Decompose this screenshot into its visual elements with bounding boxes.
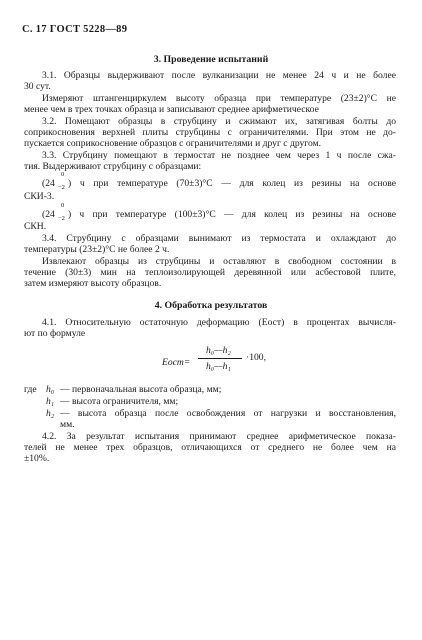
condition-2-time: (24 bbox=[42, 209, 55, 220]
formula-tail: ·100, bbox=[246, 352, 266, 363]
condition-2-rubber: СКН. bbox=[24, 221, 47, 232]
para-3-2-line-3: пускается соприкосновение образцов с ограничителями и друг с другом. bbox=[24, 138, 322, 149]
formula-denominator: h₀—h₁ bbox=[206, 361, 231, 372]
formula-numerator: h₀—h₂ bbox=[206, 345, 231, 356]
para-remove-line-1: Извлекают образцы из струбцины и оставляют в свободном состоянии в bbox=[42, 256, 396, 267]
def-2-symbol: h₁ bbox=[46, 396, 55, 407]
para-3-4-line-2: температуры (23±2)°С не более 2 ч. bbox=[24, 244, 170, 255]
para-3-1-line-2: 30 сут. bbox=[24, 81, 51, 92]
para-3-3-line-2: тия. Выдерживают струбцину с образцами: bbox=[24, 161, 202, 172]
def-3-symbol: h₂ bbox=[46, 408, 55, 419]
para-4-2-line-3: ±10%. bbox=[24, 453, 50, 464]
condition-1-text: ) ч при температуре (70±3)°С — для колец из резины на основе bbox=[68, 178, 396, 189]
condition-2-tolerance-lower: −2 bbox=[58, 215, 65, 222]
formula-fraction-bar bbox=[198, 358, 242, 359]
para-measure-line-2: менее чем в трех точках образца и записывают среднее арифметическое bbox=[24, 104, 319, 115]
condition-2-text: ) ч при температуре (100±3)°С — для колец из резины на основе bbox=[68, 209, 396, 220]
para-remove-line-3: затем измеряют высоту образцов. bbox=[24, 278, 162, 289]
condition-1-tolerance-lower: −2 bbox=[58, 184, 65, 191]
para-4-1-line-1: 4.1. Относительную остаточную деформацию (Eост) в процентах вычисля- bbox=[42, 317, 396, 328]
para-4-2-line-1: 4.2. За результат испытания принимают среднее арифметическое показа- bbox=[42, 431, 396, 442]
para-measure-line-1: Измеряют штангенциркулем высоту образца при температуре (23±2)°С не bbox=[42, 93, 396, 104]
where-label: где bbox=[24, 384, 37, 395]
para-3-4-line-1: 3.4. Струбцину с образцами вынимают из термостата и охлаждают до bbox=[42, 233, 396, 244]
def-3-tail: мм. bbox=[60, 419, 75, 430]
condition-1-rubber: СКИ-3. bbox=[24, 191, 55, 202]
condition-1-tolerance-upper: 0 bbox=[61, 171, 65, 178]
def-1-symbol: h₀ bbox=[46, 384, 55, 395]
para-3-2-line-2: соприкосновения верхней плиты струбцины с ограничителями. При этом не до- bbox=[24, 127, 396, 138]
section-4-title: 4. Обработка результатов bbox=[154, 300, 268, 311]
section-3-title: 3. Проведение испытаний bbox=[153, 54, 269, 65]
formula-lhs: Eост= bbox=[162, 357, 191, 368]
def-3-text: — высота образца после освобождения от нагрузки и восстановления, bbox=[60, 408, 396, 419]
para-3-3-line-1: 3.3. Струбцину помещают в термостат не позднее чем через 1 ч после сжа- bbox=[42, 150, 396, 161]
page-header: С. 17 ГОСТ 5228—89 bbox=[22, 24, 128, 35]
para-3-1-line-1: 3.1. Образцы выдерживают после вулканизации не менее 24 ч и не более bbox=[42, 70, 396, 81]
condition-2-tolerance-upper: 0 bbox=[61, 202, 65, 209]
condition-1-time: (24 bbox=[42, 178, 55, 189]
para-3-2-line-1: 3.2. Помещают образцы в струбцину и сжимают их, затягивая болты до bbox=[42, 116, 396, 127]
para-4-2-line-2: телей не менее трех образцов, отличающихся от среднего не более чем на bbox=[24, 442, 396, 453]
para-4-1-line-2: ют по формуле bbox=[24, 328, 86, 339]
def-2-text: — высота ограничителя, мм; bbox=[60, 396, 179, 407]
def-1-text: — первоначальная высота образца, мм; bbox=[60, 384, 222, 395]
para-remove-line-2: течение (30±3) мин на теплоизолирующей деревянной или асбестовой плите, bbox=[24, 267, 396, 278]
